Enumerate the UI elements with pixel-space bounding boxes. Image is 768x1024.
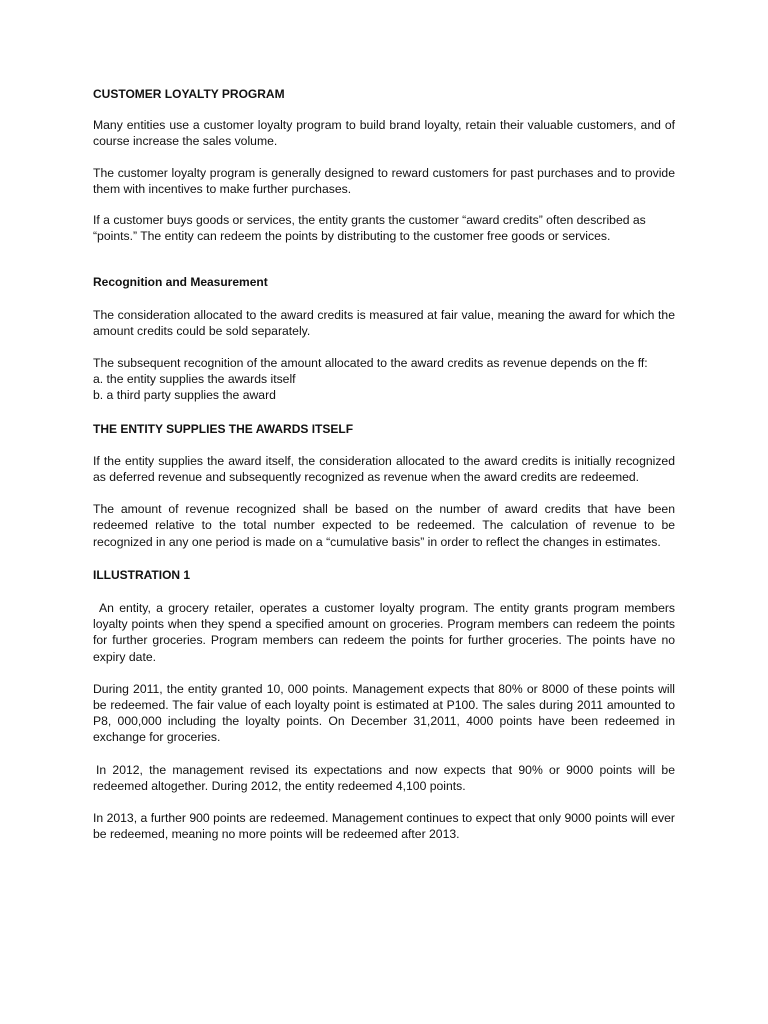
illustration-paragraph-2: During 2011, the entity granted 10, 000 points. Management expects that 80% or 8000 of these points will be redeemed. The fair value of each loyalty point is estimated at P100. The sales during 2011 amounted to P8, 000,000 including the loyalty points. On December 31,2011, 4000 points have been redeemed in exchange for groceries. — [93, 681, 675, 745]
illustration-paragraph-1: An entity, a grocery retailer, operates a customer loyalty program. The entity grants program members loyalty points when they spend a specified amount on groceries. Program members can redeem the points for further groceries. Program members can redeem the points for further groceries. The points have no expiry date. — [93, 601, 675, 664]
intro-paragraph-2: The customer loyalty program is generally designed to reward customers for past purchases and to provide them with incentives to make further purchases. — [93, 165, 675, 196]
recognition-paragraph-1: The consideration allocated to the award credits is measured at fair value, meaning the award for which the amount credits could be sold separately. — [93, 307, 675, 338]
list-item: a. the entity supplies the awards itself — [93, 372, 296, 387]
section-heading-recognition: Recognition and Measurement — [93, 275, 268, 290]
recognition-paragraph-2: The subsequent recognition of the amount allocated to the award credits as revenue depends on the ff: — [93, 356, 648, 371]
recognition-list — [93, 371, 675, 403]
intro-paragraph-3-line-2: “points.” The entity can redeem the points by distributing to the customer free goods or services. — [93, 229, 611, 244]
entity-supplies-paragraph-2: The amount of revenue recognized shall be based on the number of award credits that have been redeemed relative to the total number expected to be redeemed. The calculation of revenue to be recognized in any one period is made on a “cumulative basis” in order to reflect the changes in estimates. — [93, 502, 675, 549]
list-item: b. a third party supplies the award — [93, 388, 276, 403]
section-heading-illustration: ILLUSTRATION 1 — [93, 567, 191, 582]
intro-paragraph-3 — [93, 212, 675, 244]
intro-paragraph-1: Many entities use a customer loyalty program to build brand loyalty, retain their valuable customers, and of course increase the sales volume. — [93, 118, 675, 149]
document-page — [93, 86, 675, 843]
illustration-paragraph-4: In 2013, a further 900 points are redeemed. Management continues to expect that only 9000 points will ever be redeemed, meaning no more points will be redeemed after 2013. — [93, 811, 675, 842]
document-title: CUSTOMER LOYALTY PROGRAM — [93, 87, 285, 101]
intro-paragraph-3-line-1: If a customer buys goods or services, the entity grants the customer “award credits” often described as — [93, 213, 646, 228]
section-heading-entity-supplies: THE ENTITY SUPPLIES THE AWARDS ITSELF — [93, 421, 354, 436]
entity-supplies-paragraph-1: If the entity supplies the award itself, the consideration allocated to the award credits is initially recognized as deferred revenue and subsequently recognized as revenue when the award credits are redeemed. — [93, 453, 675, 485]
illustration-paragraph-3: In 2012, the management revised its expectations and now expects that 90% or 9000 points will be redeemed altogether. During 2012, the entity redeemed 4,100 points. — [93, 762, 675, 793]
